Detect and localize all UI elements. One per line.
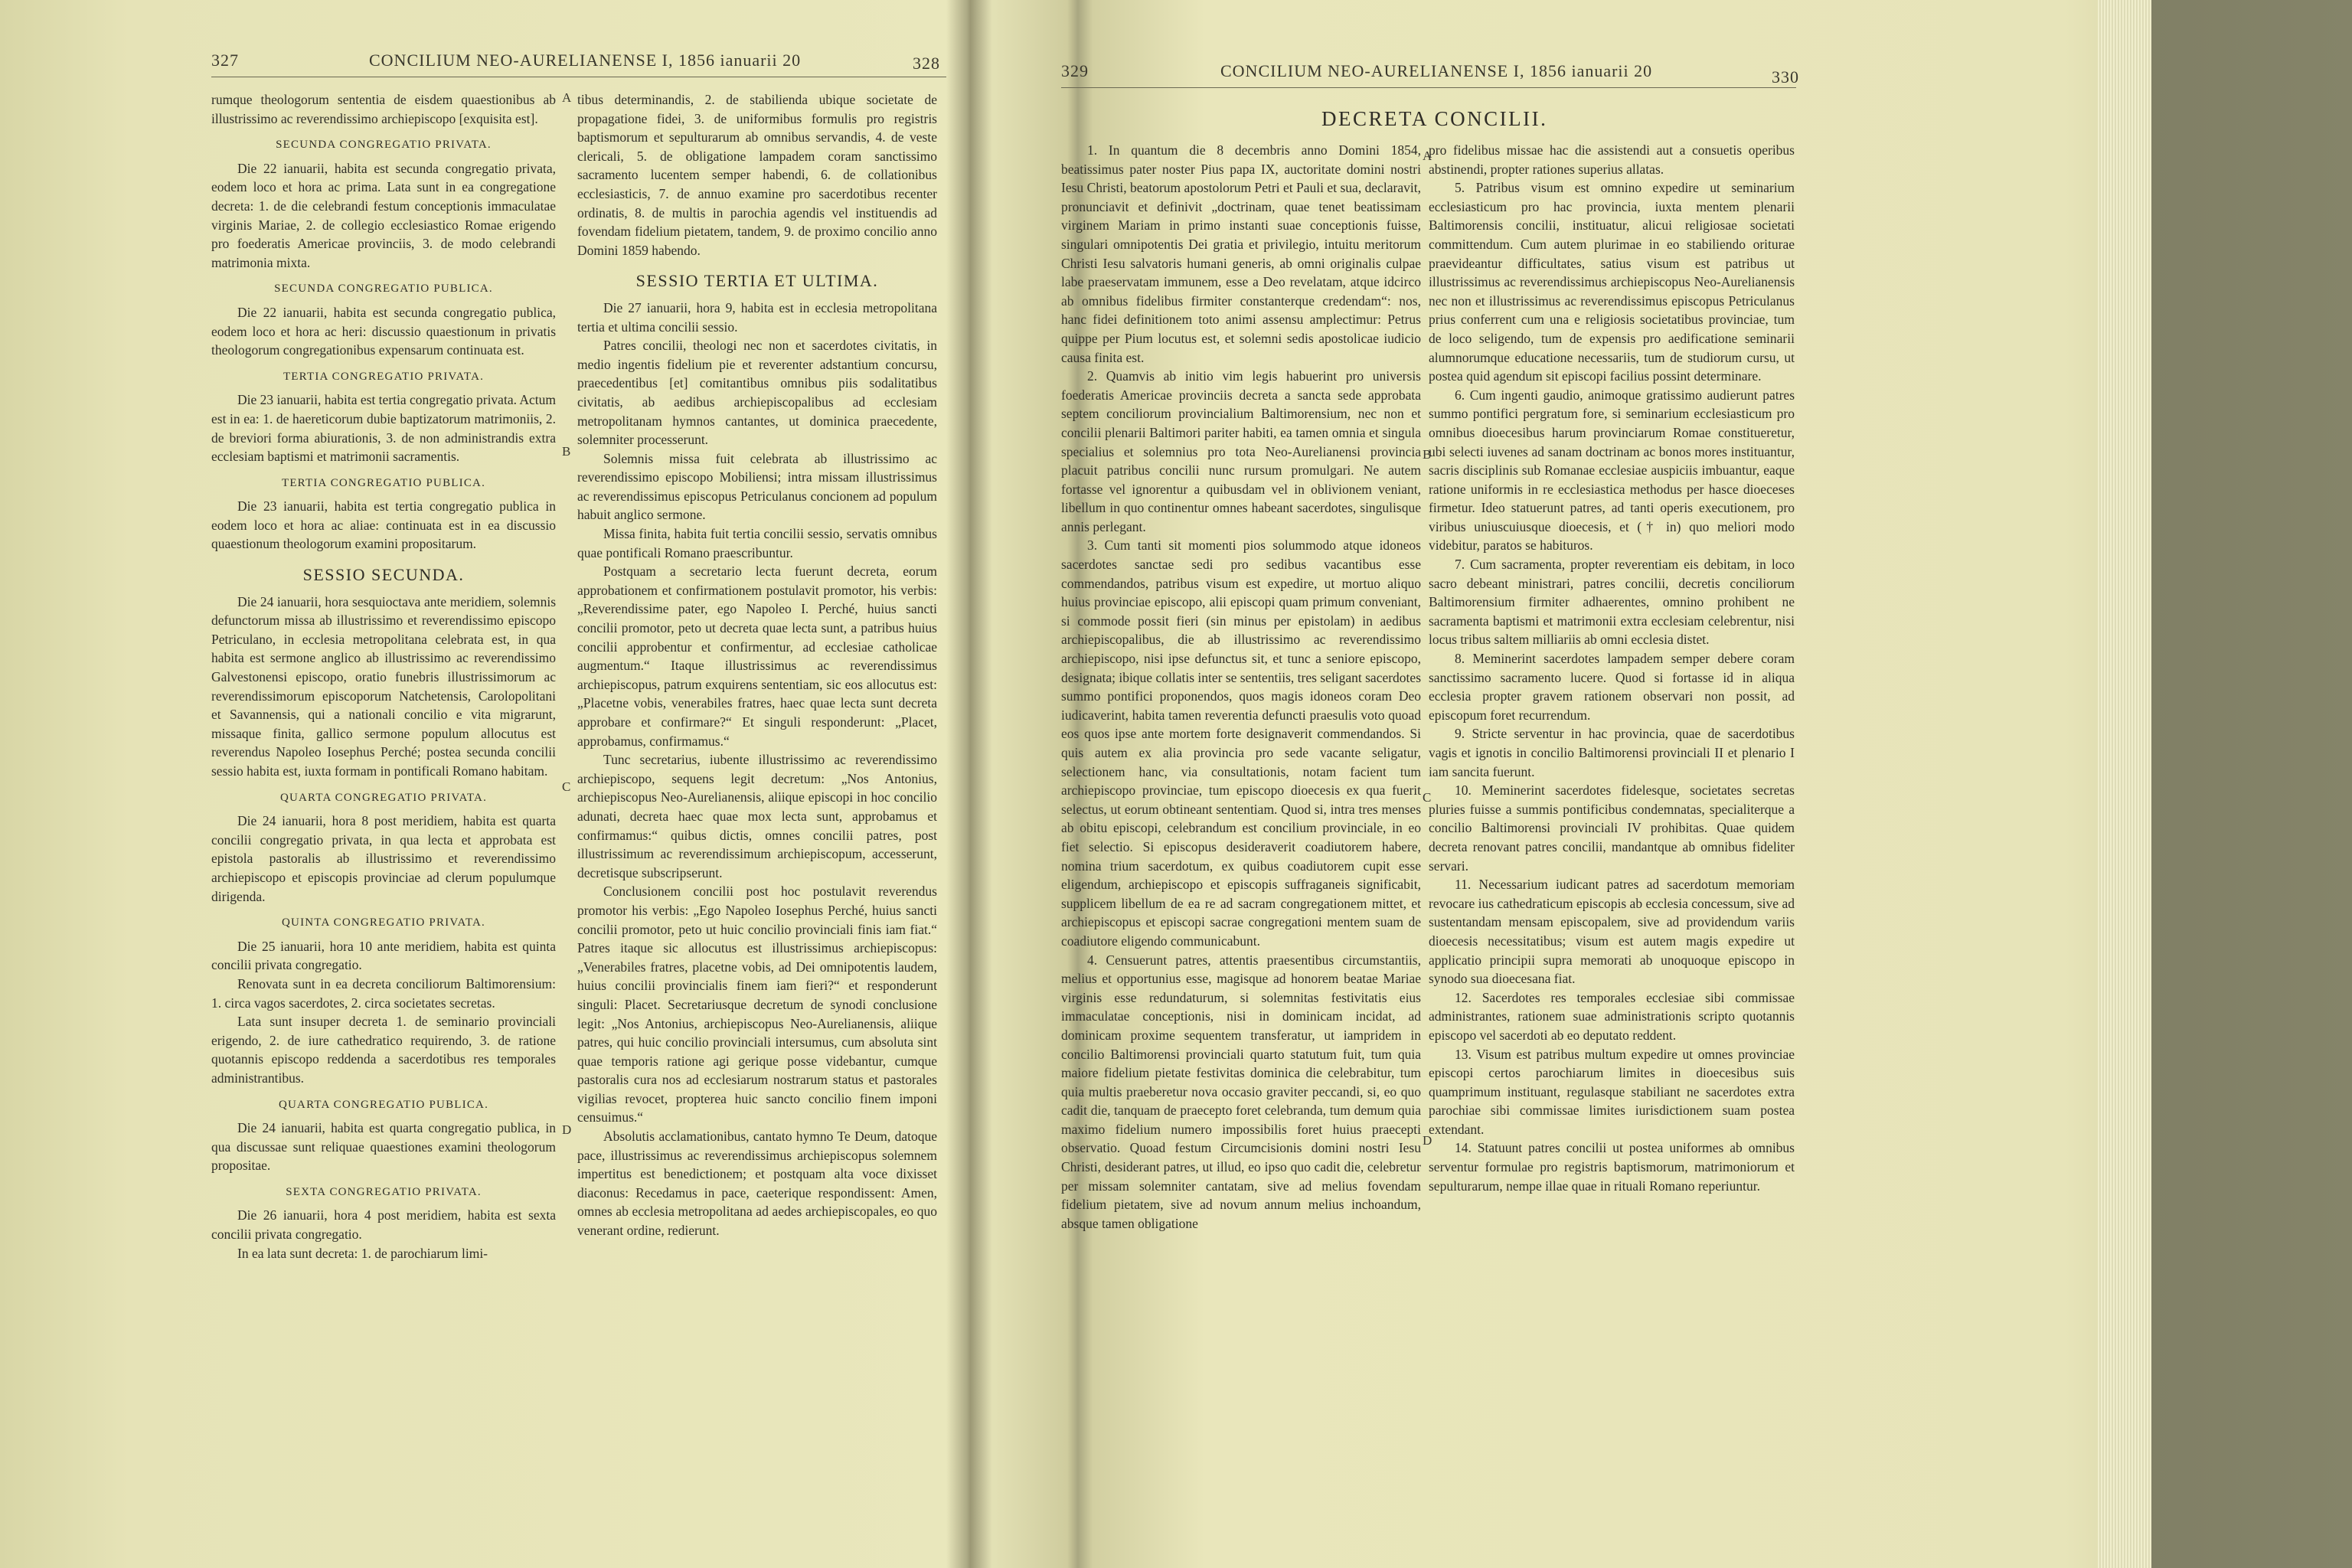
column-page-327 [211, 90, 556, 1263]
paragraph: Missa finita, habita fuit tertia concilii sessio, servatis omnibus quae pontificali Romano praescribuntur. [577, 526, 937, 560]
paragraph: Renovata sunt in ea decreta conciliorum Baltimorensium: 1. circa vagos sacerdotes, 2. circa societates secretas. [211, 975, 556, 1011]
column-page-330 [1429, 141, 1795, 1195]
running-head-right: CONCILIUM NEO-AURELIANENSE I, 1856 ianuarii 20 [1220, 61, 1653, 80]
paragraph: Patres concilii, theologi nec non et sacerdotes civitatis, in medio ingentis fidelium pie et reverenter adstantium concursu, praecedentibus [et] comitantibus omnibus piis sodalitatibus civitatis, ab aedibus archiepiscopalibus ad ecclesiam metropolitanam hymnos cantantes, ut dominica praecedente, solemniter processerunt. [577, 338, 937, 448]
paragraph: Die 24 ianuarii, hora sesquioctava ante meridiem, solemnis defunctorum missa ab illustrissimo et reverendissimo episcopo Petriculano, in ecclesia metropolitana celebrata est, in qua habita est sermone anglico ab illustrissimo ac reverendissimo Galvestonensi episcopo, oratio funebris illustrissimorum ac reverendissimorum episcoporum Natchetensis, Carolopolitani et Savannensis, qui a nationali concilio e vita migrarunt, missaque finita, gallico sermone populum allocutus est reverendus Napoleo Iosephus Perché; postea secunda concilii sessio habita est, iuxta formam in pontificali Romano habitam. [211, 593, 556, 779]
section-heading: TERTIA CONGREGATIO PRIVATA. [283, 370, 485, 383]
paragraph: Lata sunt insuper decreta 1. de seminario provinciali erigendo, 2. de iure cathedratico requirendo, 3. de ratione quotannis episcopo reddenda a sacerdotibus res temporales administrantibus. [211, 1014, 556, 1086]
paragraph: rumque theologorum sententia de eisdem quaestionibus ab illustrissimo ac reverendissimo archiepiscopo [exquisita est]. [211, 92, 556, 126]
paragraph: Die 27 ianuarii, hora 9, habita est in ecclesia metropolitana tertia et ultima concilii sessio. [577, 299, 937, 335]
paragraph: Die 23 ianuarii, habita est tertia congregatio privata. Actum est in ea: 1. de haereticorum dubie baptizatorum matrimoniis, 2. de breviori forma abiurationis, 3. de non administrandis extra ecclesiam baptismi et matrimonii sacramentis. [211, 392, 556, 465]
section-heading: QUINTA CONGREGATIO PRIVATA. [282, 916, 485, 929]
paragraph: 13. Visum est patribus multum expedire ut omnes provinciae episcopi certos parochiarum limites in dioecesibus suis quamprimum instituant, regulasque stabiliant ne sacerdotes extra parochiae sibi commissae limites iurisdictionem suam postea extendant. [1429, 1046, 1795, 1137]
section-heading: SEXTA CONGREGATIO PRIVATA. [286, 1185, 482, 1198]
margin-mark-a-right: A [1423, 149, 1432, 163]
margin-mark-c-left: C [562, 779, 571, 794]
session-heading: SESSIO SECUNDA. [302, 565, 465, 585]
margin-mark-b-right: B [1423, 447, 1432, 462]
paragraph: 10. Meminerint sacerdotes fidelesque, societates secretas pluries fuisse a summis pontificibus condemnatas, specialiterque a concilio Baltimorensi provinciali IV prohibitas. Quae quidem decreta renovant patres concilii, mandantque ab omnibus fideliter servari. [1429, 782, 1795, 874]
paragraph: Die 22 ianuarii, habita est secunda congregatio privata, eodem loco et hora ac prima. Lata sunt in ea congregatione decreta: 1. de die celebrandi festum conceptionis immaculatae virginis Mariae, 2. de collegio ecclesiastico Romae erigendo pro foederatis Americae provinciis, 3. de modo celebrandi matrimonia mixta. [211, 160, 556, 270]
session-heading: SESSIO TERTIA ET ULTIMA. [635, 271, 879, 291]
margin-mark-b-left: B [562, 444, 571, 459]
paragraph: 12. Sacerdotes res temporales ecclesiae sibi commissae administrantes, rationem suae administrationis scripto quotannis episcopo vel sacerdoti ab eo deputato reddent. [1429, 989, 1795, 1043]
page-number-328: 328 [913, 54, 940, 73]
paragraph: 5. Patribus visum est omnino expedire ut seminarium ecclesiasticum pro hac provincia, iuxta mentem plenarii Baltimorensis concilii, instituatur, alicui religiosae societati committendum. Cum autem plurimae in eo stabiliendo oriturae praevideantur difficultates, satius visum est patribus ut illustrissimus ac reverendissimus archiepiscopus Neo-Aurelianensis nec non et illustrissimus ac reverendissimus episcopus Petriculanus prius conferrent cum una e religiosis societatibus provinciae, tum de loco seligendo, tum de expensis pro aedificatione seminarii alumnorumque educatione necessariis, tum de studiorum cursu, ut postea quid agendum sit episcopi facilius possint determinare. [1429, 180, 1795, 384]
paragraph: 8. Meminerint sacerdotes lampadem semper debere coram sanctissimo sacramento lucere. Quod si fortasse id in aliqua ecclesia propter gravem rationem observari non possit, ad episcopum foret recurrendum. [1429, 651, 1795, 723]
paragraph: 2. Quamvis ab initio vim legis habuerint pro universis foederatis Americae provinciis decreta a sancta sede approbata septem conciliorum provincialium Baltimorensium, nec non et concilii plenarii Baltimori pariter habiti, ea tamen omnia et singula specialius et solemnius pro tota Neo-Aurelianensi provincia placuit patribus concilii nunc rursum promulgari. Ne autem fortasse vel ignorentur a quibusdam vel in oblivionem veniant, libellum in quo continentur omnes habeant sacerdotes, singulisque annis perlegant. [1061, 368, 1421, 534]
section-heading: TERTIA CONGREGATIO PUBLICA. [281, 476, 486, 489]
paragraph: Die 24 ianuarii, habita est quarta congregatio publica, in qua discussae sunt reliquae quaestiones examini theologorum propositae. [211, 1120, 556, 1174]
book-gutter [946, 0, 992, 1568]
paragraph: Tunc secretarius, iubente illustrissimo ac reverendissimo archiepiscopo, sequens legit decretum: „Nos Antonius, archiepiscopus Neo-Aurelianensis, aliique episcopi in hoc concilio adunati, decreta haec quae mox lecta sunt, approbamus et confirmamus:“ quibus dictis, omnes concilii patres, post illustrissimum ac reverendissimum archiepiscopum, accesserunt, decretisque subscripserunt. [577, 752, 937, 880]
header-rule-right [1061, 87, 1796, 88]
page-number-330: 330 [1772, 67, 1799, 87]
section-heading: QUARTA CONGREGATIO PUBLICA. [278, 1098, 489, 1111]
paragraph: 9. Stricte serventur in hac provincia, quae de sacerdotibus vagis et ignotis in concilio Baltimorensi provinciali II et plenario I iam sancita fuerunt. [1429, 726, 1795, 779]
margin-mark-d-right: D [1423, 1133, 1432, 1148]
paragraph: 4. Censuerunt patres, attentis praesentibus circumstantiis, melius et opportunius esse, magisque ad honorem beatae Mariae virginis esse redundaturum, si solemnitas festivitatis eius immaculatae conceptionis, nisi in dominicam incidat, ad dominicam proxime sequentem transferatur, ut iampridem in concilio Baltimorensi provinciali quarto statutum fuit, tum quia maiore fidelium pietate festivitas dominica die celebrabitur, tum quia multis praeberetur nova occasio graviter peccandi, si, eo quo cadit die, tanquam de praecepto foret celebranda, tum demum quia maximo fidelium numero impossibilis foret huius praecepti observatio. Quoad festum Circumcisionis domini nostri Iesu Christi, desiderant patres, ut illud, eo ipso quo cadit die, celebretur per missam solemniter cantatam, sive ad melius fovendam fidelium pietatem, sive ad novum annum melius inchoandum, absque tamen obligatione [1061, 952, 1421, 1231]
paragraph: Die 25 ianuarii, hora 10 ante meridiem, habita est quinta concilii privata congregatio. [211, 938, 556, 973]
page-number-329: 329 [1061, 61, 1089, 80]
paragraph: 6. Cum ingenti gaudio, animoque gratissimo audierunt patres summo pontifici pergratum fore, si seminarium ecclesiasticum pro omnibus dioecesibus harum provinciarum Romae constitueretur, ubi selecti iuvenes ad sanam doctrinam ac bonos mores instituantur, sacris disciplinis sub Romanae ecclesiae auspiciis imbuantur, eaque ratione uniformis in re ecclesiastica methodus per hasce dioeceses firmetur. Ideo statuerunt patres, ad tanti operis executionem, pro viribus uniuscuiusque dioecesis, et († in) quo meliori modo videbitur, paratos se habituros. [1429, 387, 1795, 554]
margin-mark-c-right: C [1423, 790, 1432, 805]
section-heading: QUARTA CONGREGATIO PRIVATA. [279, 791, 488, 804]
paragraph: In ea lata sunt decreta: 1. de parochiarum limi- [237, 1245, 488, 1261]
paragraph: Die 22 ianuarii, habita est secunda congregatio publica, eodem loco et hora ac heri: discussio quaestionum in privatis theologorum congregationibus expensarum continuata est. [211, 304, 556, 358]
margin-mark-a-left: A [562, 90, 572, 105]
paragraph: Die 23 ianuarii, habita est tertia congregatio publica in eodem loco et hora ac aliae: continuata est in ea discussio quaestionum theologorum examini propositarum. [211, 498, 556, 552]
paragraph: Absolutis acclamationibus, cantato hymno Te Deum, datoque pace, illustrissimus ac reverendissimus archiepiscopus solemnem impertitus est benedictionem; et postquam alta voce dixisset diaconus: Recedamus in pace, caeterique respondissent: Amen, omnes ab ecclesia metropolitana ad aedes archiepiscopales, eo quo venerant ordine, redierunt. [577, 1129, 937, 1239]
paragraph: Postquam a secretario lecta fuerunt decreta, eorum approbationem et confirmationem postulavit promotor, his verbis: „Reverendissime pater, ego Napoleo I. Perché, huius sancti concilii promotor, peto ut decreta quae lecta sunt, a patribus huius concilii approbentur et confirmentur, ad ecclesiae catholicae augmentum.“ Itaque illustrissimus ac reverendissimus archiepiscopus, patrum exquirens sententiam, sic eos allocutus est: „Placetne vobis, venerabiles fratres, haec quae lecta sunt decreta approbare et confirmare?“ Et singuli responderunt: „Placet, approbamus, confirmamus.“ [577, 564, 937, 749]
paragraph: 14. Statuunt patres concilii ut postea uniformes ab omnibus serventur formulae pro registris baptismorum, matrimoniorum et sepulturarum, nempe illae quae in rituali Romano reperiuntur. [1429, 1140, 1795, 1194]
paragraph: 3. Cum tanti sit momenti pios solummodo atque idoneos sacerdotes sanctae sedi pro sedibus vacantibus esse commendandos, patribus visum est expedire, ut mortuo aliquo huius provinciae episcopo, alii episcopi quam primum conveniant, si commode possit fieri (sin minus per epistolam) in aedibus archiepiscopalibus, die ab illustrissimo ac reverendissimo archiepiscopo, nisi ipse defunctus sit, et tunc a seniore episcopo, designata; ibique collatis inter se sententiis, tres seligant sacerdotes summo pontifici proponendos, quos magis idoneos coram Deo iudicaverint, habita tamen reverentia defuncti praesulis voto quoad eos quos ipse ante mortem forte designaverit commendandos. Si quis autem ex alia provincia pro sede vacante seligatur, selectionem hanc, via consultationis, notam facient tum archiepiscopo provinciae, tum episcopo dioecesis ex qua fuerit selectus, ut eorum obtineant sententiam. Quod si, intra tres menses ab obitu episcopi, celebrandum est concilium provinciale, in eo fiet selectio. Si episcopus desideraverit coadiutorem habere, nomina trium sacerdotum, ex quibus coadiutorem cupit esse eligendum, archiepiscopo et episcopis suffraganeis significabit, supplicem libellum de ea re ad sacram congregationem mittet, et archiepiscopus et episcopi sacrae congregationi mentem suam de coadiutore eligendo communicabunt. [1061, 537, 1421, 949]
paragraph: 7. Cum sacramenta, propter reverentiam eis debitam, in loco sacro debeant ministrari, patres concilii, decretis conciliorum Baltimorensium firmiter adhaerentes, omnino prohibent ne sacramenta baptismi et matrimonii extra ecclesiam celebrentur, nisi locus tribus saltem milliariis ab omni ecclesia distet. [1429, 557, 1795, 648]
column-page-329 [1061, 141, 1421, 1233]
paragraph: 1. In quantum die 8 decembris anno Domini 1854, beatissimus pater noster Pius papa IX, auctoritate domini nostri Iesu Christi, beatorum apostolorum Petri et Pauli et sua, declaravit, pronunciavit et definivit „doctrinam, quae tenet beatissimam virginem Mariam in primo instanti suae conceptionis fuisse, singulari omnipotentis Dei gratia et privilegio, intuitu meritorum Christi Iesu salvatoris humani generis, ab omni originalis culpae labe praeservatam immunem, esse a Deo revelatam, atque idcirco ab omnibus fidelibus firmiter constanterque credendam“: nos, hanc fidei definitionem toto animi assensu amplectimur: Petrus quippe per Pium locutus est, et solemni sedis apostolicae iudicio causa finita est. [1061, 142, 1421, 365]
running-head-left: CONCILIUM NEO-AURELIANENSE I, 1856 ianuarii 20 [369, 51, 802, 70]
paragraph: Die 24 ianuarii, hora 8 post meridiem, habita est quarta concilii congregatio privata, in qua lecta et approbata est epistola pastoralis ab illustrissimo et reverendissimo archiepiscopo et episcopis provinciae ad clerum populumque dirigenda. [211, 813, 556, 904]
page-edges [2098, 0, 2151, 1568]
column-page-328 [577, 90, 937, 1240]
section-heading: SECUNDA CONGREGATIO PRIVATA. [276, 139, 492, 152]
paragraph: tibus determinandis, 2. de stabilienda ubique societate de propagatione fidei, 3. de uniformibus formulis pro registris baptismorum et sepulturarum ab omnibus servandis, 4. de veste clericali, 5. de obligatione lampadem coram sanctissimo sacramento lucentem semper habendi, 6. de collationibus ecclesiasticis, 7. de annuo examine pro sacerdotibus recenter ordinatis, 8. de multis in parochia agendis vel instituendis ad fovendam fidelium pietatem, tandem, 9. de proximo concilio anno Domini 1859 habendo. [577, 92, 937, 258]
paragraph: Die 26 ianuarii, hora 4 post meridiem, habita est sexta concilii privata congregatio. [211, 1207, 556, 1243]
paragraph: Conclusionem concilii post hoc postulavit reverendus promotor his verbis: „Ego Napoleo Iosephus Perché, huius sancti concilii promotor, peto ut huic concilio provinciali finis iam fiat.“ Patres itaque sic allocutus est illustrissimus archiepiscopus: „Venerabiles fratres, placetne vobis, ad Dei omnipotentis laudem, huius concilii provincialis finem iam fieri?“ et responderunt singuli: Placet. Secretariusque decretum de synodi conclusione legit: „Nos Antonius, archiepiscopus Neo-Aurelianensis, aliique patres, qui huic concilio provinciali intersumus, cum absoluta sint quae temporis ratione agi gerique posse videbantur, cumque pastoralis cura nos ad ecclesiarum nostrarum status et pastorales vigilias revocet, propterea huic sancto concilio finem imponi censuimus.“ [577, 884, 937, 1125]
page-number-327: 327 [211, 51, 239, 70]
paragraph: pro fidelibus missae hac die assistendi aut a consuetis operibus abstinendi, propter rationes superius allatas. [1429, 142, 1795, 177]
margin-mark-d-left: D [562, 1122, 572, 1137]
paragraph: Solemnis missa fuit celebrata ab illustrissimo ac reverendissimo episcopo Mobiliensi; intra missam illustrissimus ac reverendissimus episcopus Petriculanus concionem ad populum habuit anglico sermone. [577, 450, 937, 523]
decreta-title: DECRETA CONCILII. [1321, 107, 1548, 130]
section-heading: SECUNDA CONGREGATIO PUBLICA. [274, 283, 493, 296]
paragraph: 11. Necessarium iudicant patres ad sacerdotum memoriam revocare ius cathedraticum episcopis ab ecclesia concessum, sive ad sustentandam mensam episcopalem, sive ad providendum variis dioecesis necessitatibus; visum est autem magis expedire ut applicatio principii supra memorati ab unoquoque episcopo in synodo sua dioecesana fiat. [1429, 877, 1795, 987]
